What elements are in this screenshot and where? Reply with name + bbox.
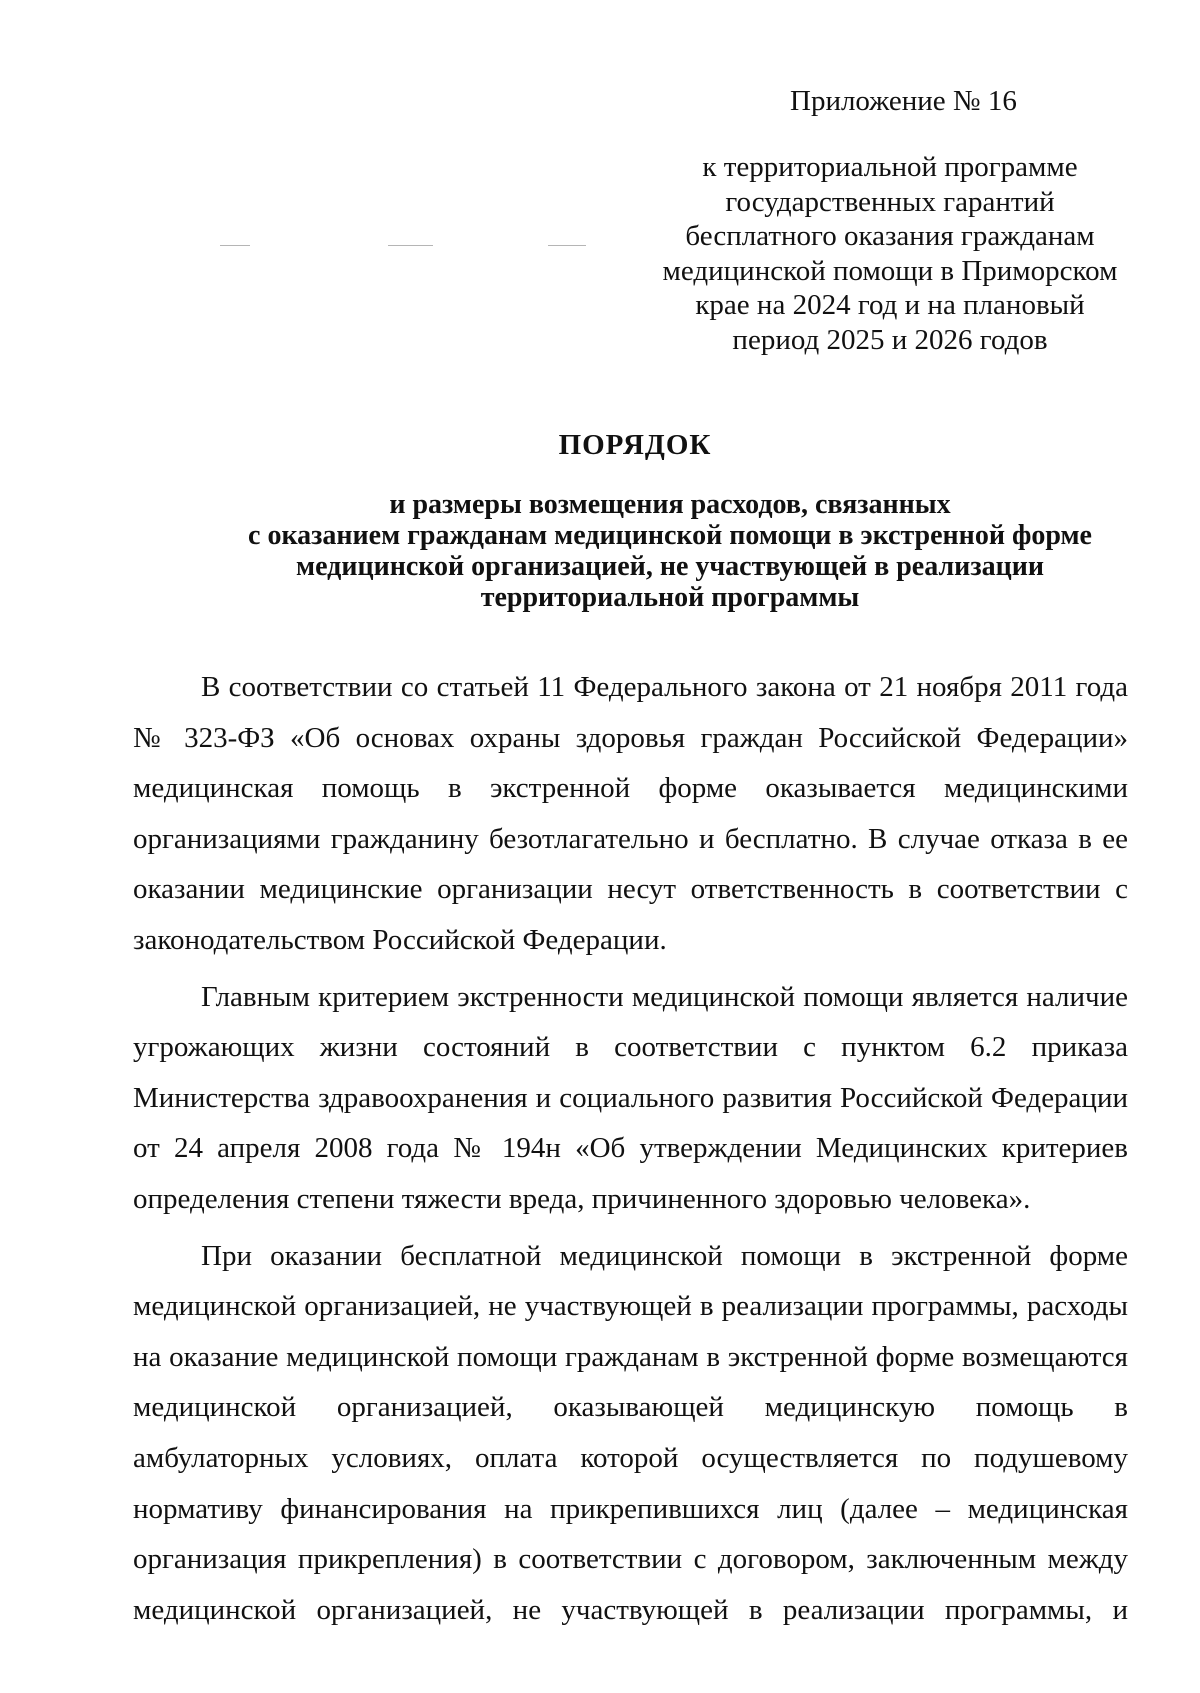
document-subtitle-line: с оказанием гражданам медицинской помощи в экстренной форме	[248, 520, 1092, 551]
paragraph-line: Главным критерием экстренности медицинской помощи является наличие	[201, 980, 1128, 1013]
document-subtitle-line: и размеры возмещения расходов, связанных	[389, 489, 951, 520]
document-body	[133, 662, 1128, 1641]
appendix-reference-line: крае на 2024 год и на плановый	[695, 289, 1085, 321]
paragraph-line: Министерства здравоохранения и социального развития Российской Федерации	[133, 1081, 1128, 1114]
paragraph-line: оказании медицинские организации несут ответственность в соответствии с	[133, 873, 1128, 906]
document-subtitle-line: медицинской организацией, не участвующей в реализации	[296, 551, 1044, 582]
paragraph-line: законодательством Российской Федерации.	[133, 923, 667, 956]
paragraph-line: В соответствии со статьей 11 Федерального закона от 21 ноября 2011 года	[201, 671, 1128, 703]
paragraph-line: амбулаторных условиях, оплата которой осуществляется по подушевому	[133, 1441, 1128, 1474]
paragraph-line: от 24 апреля 2008 года № 194н «Об утверждении Медицинских критериев	[133, 1132, 1128, 1165]
appendix-reference-line: медицинской помощи в Приморском	[662, 254, 1118, 287]
paragraph-line: медицинской организацией, не участвующей в реализации программы, расходы	[133, 1290, 1128, 1323]
appendix-reference-line: государственных гарантий	[725, 185, 1055, 218]
body-paragraph	[133, 662, 1128, 966]
paragraph-line: медицинской организацией, оказывающей медицинскую помощь в	[133, 1391, 1128, 1424]
appendix-reference-line: период 2025 и 2026 годов	[732, 323, 1048, 356]
document-title: ПОРЯДОК	[558, 429, 712, 461]
body-paragraph	[133, 1231, 1128, 1636]
paragraph-line: № 323-ФЗ «Об основах охраны здоровья граждан Российской Федерации»	[133, 721, 1128, 754]
paragraph-line: угрожающих жизни состояний в соответствии с пунктом 6.2 приказа	[133, 1031, 1128, 1064]
paragraph-line: организациями гражданину безотлагательно и бесплатно. В случае отказа в ее	[133, 822, 1128, 855]
paragraph-line: на оказание медицинской помощи гражданам в экстренной форме возмещаются	[133, 1340, 1128, 1373]
appendix-reference	[660, 150, 1120, 357]
document-subtitle	[170, 489, 1170, 613]
appendix-reference-line: бесплатного оказания гражданам	[685, 220, 1095, 252]
body-paragraph	[133, 972, 1128, 1225]
paragraph-line: медицинской организацией, не участвующей в реализации программы, и	[133, 1593, 1128, 1626]
paragraph-line: При оказании бесплатной медицинской помощи в экстренной форме	[201, 1239, 1128, 1272]
paragraph-line: медицинская помощь в экстренной форме оказывается медицинскими	[133, 772, 1128, 805]
scan-artifact-line	[388, 245, 433, 246]
paragraph-line: организация прикрепления) в соответствии с договором, заключенным между	[133, 1543, 1128, 1576]
scan-artifact-line	[548, 245, 586, 246]
paragraph-line: определения степени тяжести вреда, причиненного здоровью человека».	[133, 1182, 1031, 1215]
document-subtitle-line: территориальной программы	[480, 582, 860, 613]
scan-artifact-line	[220, 245, 250, 246]
appendix-reference-line: к территориальной программе	[702, 151, 1078, 183]
appendix-number: Приложение № 16	[790, 85, 1017, 117]
paragraph-line: нормативу финансирования на прикрепившихся лиц (далее – медицинская	[133, 1492, 1128, 1525]
